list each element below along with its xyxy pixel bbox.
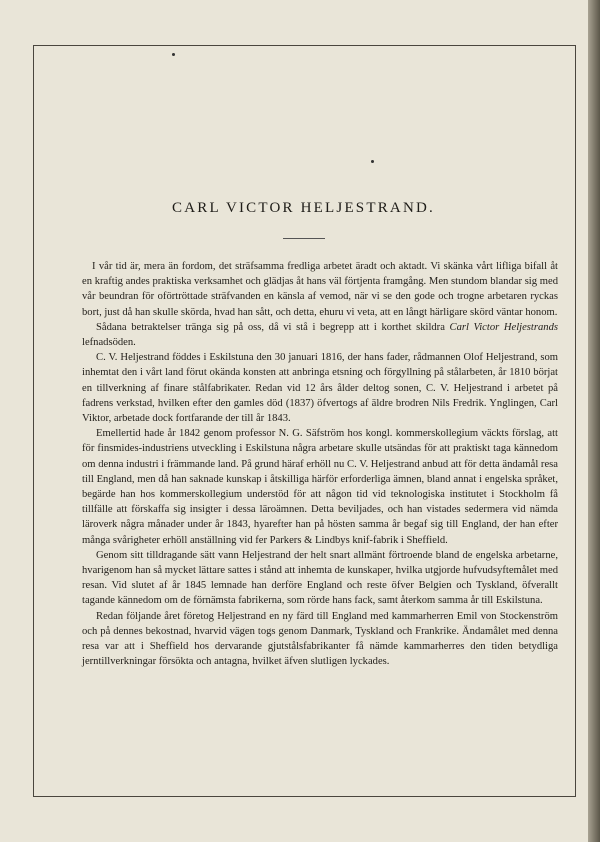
- book-spine-edge: [588, 0, 600, 842]
- ink-speck: [371, 160, 374, 163]
- paragraph-birth: C. V. Heljestrand föddes i Eskilstuna den 30 januari 1816, der hans fader, rådmannen Olof Heljestrand, som inhemtat den i vårt land förut okända konsten att anbringa etsning och förgyllning på stålarbeten, år 1810 börjat en tillverkning af finare stålfabrikater. Redan vid 12 års ålder deltog sonen, C. V. Heljestrand i arbetet på fadrens verkstad, hvilken efter den gamles död (1837) öfvertogs af äldre brodren Nils Fredrik. Ynglingen, Carl Viktor, arbetade dock fortfarande der till år 1843.: [82, 352, 558, 425]
- paragraph-reflection-end: lefnadsöden.: [82, 337, 136, 349]
- title-divider: [283, 238, 325, 239]
- paragraph-reflection-text: Sådana betraktelser tränga sig på oss, då vi stå i begrepp att i korthet skildra: [96, 321, 450, 333]
- article-body: [82, 259, 558, 669]
- paragraph-sheffield-stay: Genom sitt tilldragande sätt vann Heljestrand der helt snart allmänt förtroende bland de engelska arbetarne, hvarigenom han så mycket lättare sattes i stånd att inhemta de kunskaper, hvilka utgjorde hufvudsyftemålet med resan. Vid slutet af år 1845 lemnade han derföre England och reste öfver Belgien och Tyskland, öfverallt tagande kännedom om de förnämsta fabrikerna, som rörde hans fack, samt återkom samma år till Eskilstuna.: [82, 549, 558, 607]
- paragraph-second-journey: Redan följande året företog Heljestrand en ny färd till England med kammarherren Emil von Stockenström och på dennes bekostnad, hvarvid vägen togs genom Danmark, Tyskland och Frankrike. Ändamålet med denna resa var att i Sheffield hos dervarande gjutstålsfabrikanter få nämde kammarherres den tiden betydliga jerntillverkningar försökta och antagna, hvilket äfven slutligen lyckades.: [82, 610, 558, 668]
- paragraph-reflection: [82, 320, 558, 350]
- paragraph-intro: I vår tid är, mera än fordom, det sträfsamma fredliga arbetet äradt och aktadt. Vi skänka vårt lifliga bifall åt en kraftig andes praktiska verksamhet och glädjas åt hans väl förtjenta framgång. Men stundom blandar sig med vår beundran för oförtröttade sträfvanden en känsla af vemod, när vi se den gode och trogne arbetaren ryckas bort, just då han skulle skörda, hvad han sått, och detta, ehuru vi veta, att en långt härligare skörd väntar honom.: [82, 261, 558, 318]
- subject-name-emphasis: Carl Victor Heljestrands: [449, 321, 558, 333]
- ink-speck: [172, 53, 175, 56]
- paragraph-england-proposal: Emellertid hade år 1842 genom professor N. G. Säfström hos kongl. kommerskollegium väckts förslag, att för finsmides-industriens utveckling i Eskilstuna några arbetare skulle utsändas för att praktiskt taga kännedom om denna industri i främmande land. På grund häraf erhöll nu C. V. Heljestrand anbud att för detta ändamål resa till England, men då han saknade kunskap i åtskilliga härför erforderliga ämnen, bland annat i engelska språket, begärde han hos kommerskollegium understöd för att någon tid vid teknologiska institutet i Stockholm få tillfälle att förskaffa sig insigter i dessa läroämnen. Detta beviljades, och han vistades sedermera vid nämda läroverk några månader under år 1843, hyarefter han på hösten samma år begaf sig till England, der han efter många svårigheter erhöll anställning vid fer Parkers & Lindbys knif-fabrik i Sheffield.: [82, 428, 558, 546]
- article-title: CARL VICTOR HELJESTRAND.: [172, 200, 435, 216]
